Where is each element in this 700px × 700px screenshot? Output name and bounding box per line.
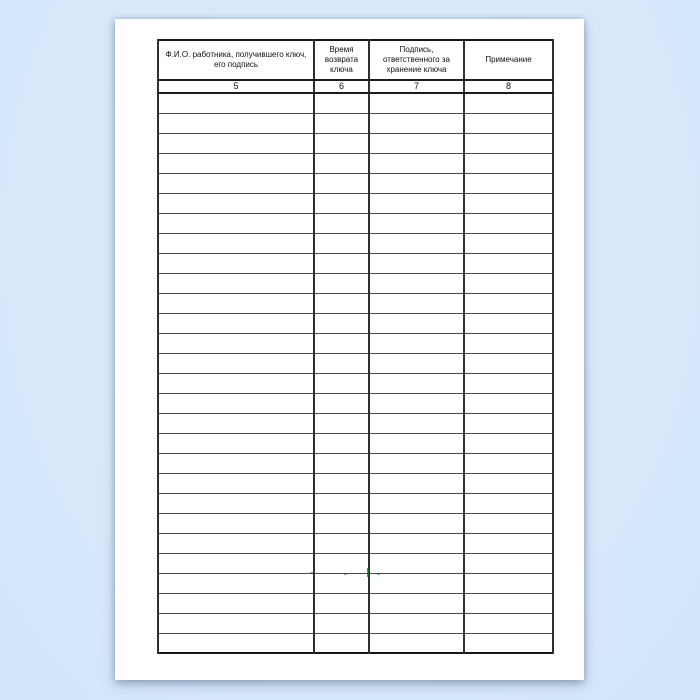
empty-cell [369, 113, 464, 133]
empty-cell [464, 433, 553, 453]
empty-cell [158, 333, 314, 353]
watermark-speck [367, 568, 369, 577]
empty-cell [369, 93, 464, 113]
empty-cell [369, 333, 464, 353]
empty-cell [464, 613, 553, 633]
empty-cell [369, 613, 464, 633]
empty-cell [158, 253, 314, 273]
empty-row [158, 233, 553, 253]
empty-row [158, 113, 553, 133]
empty-cell [158, 213, 314, 233]
empty-row [158, 313, 553, 333]
empty-row [158, 473, 553, 493]
empty-cell [464, 193, 553, 213]
empty-cell [158, 473, 314, 493]
empty-cell [369, 373, 464, 393]
column-header-1: Ф.И.О. работника, получившего ключ, его подпись [158, 40, 314, 80]
empty-cell [314, 373, 369, 393]
empty-cell [369, 393, 464, 413]
empty-cell [158, 413, 314, 433]
empty-cell [464, 553, 553, 573]
empty-row [158, 333, 553, 353]
empty-cell [369, 133, 464, 153]
empty-row [158, 93, 553, 113]
empty-cell [314, 233, 369, 253]
empty-cell [464, 533, 553, 553]
empty-cell [464, 113, 553, 133]
empty-cell [314, 113, 369, 133]
empty-cell [369, 273, 464, 293]
empty-cell [369, 433, 464, 453]
empty-cell [369, 213, 464, 233]
empty-cell [464, 93, 553, 113]
empty-cell [158, 593, 314, 613]
empty-cell [158, 233, 314, 253]
column-header-3: Подпись, ответственного за хранение ключа [369, 40, 464, 80]
empty-cell [464, 173, 553, 193]
table-header-row [158, 40, 553, 80]
empty-cell [158, 353, 314, 373]
empty-cell [158, 373, 314, 393]
empty-cell [158, 573, 314, 593]
empty-cell [369, 493, 464, 513]
empty-cell [314, 213, 369, 233]
empty-cell [464, 633, 553, 653]
empty-row [158, 553, 553, 573]
column-number-4: 8 [464, 80, 553, 93]
empty-cell [464, 393, 553, 413]
empty-cell [314, 473, 369, 493]
column-header-4: Примечание [464, 40, 553, 80]
empty-row [158, 633, 553, 653]
empty-row [158, 153, 553, 173]
empty-cell [158, 153, 314, 173]
empty-cell [158, 613, 314, 633]
column-number-row [158, 80, 553, 93]
empty-row [158, 613, 553, 633]
empty-cell [158, 173, 314, 193]
empty-cell [369, 173, 464, 193]
empty-cell [158, 493, 314, 513]
empty-cell [464, 293, 553, 313]
empty-cell [158, 193, 314, 213]
empty-row [158, 393, 553, 413]
empty-cell [464, 593, 553, 613]
document-page [115, 19, 584, 680]
empty-cell [314, 93, 369, 113]
empty-cell [464, 453, 553, 473]
column-number-2: 6 [314, 80, 369, 93]
empty-cell [464, 353, 553, 373]
empty-row [158, 273, 553, 293]
empty-cell [158, 293, 314, 313]
empty-row [158, 353, 553, 373]
empty-row [158, 593, 553, 613]
watermark-speck [377, 573, 380, 575]
empty-cell [464, 133, 553, 153]
empty-cell [314, 153, 369, 173]
empty-cell [464, 273, 553, 293]
empty-row [158, 253, 553, 273]
empty-cell [314, 193, 369, 213]
empty-row [158, 213, 553, 233]
empty-cell [314, 593, 369, 613]
empty-cell [369, 453, 464, 473]
empty-row [158, 433, 553, 453]
empty-cell [314, 613, 369, 633]
empty-cell [369, 353, 464, 373]
empty-cell [314, 413, 369, 433]
empty-cell [464, 233, 553, 253]
column-number-3: 7 [369, 80, 464, 93]
empty-cell [158, 453, 314, 473]
empty-cell [369, 413, 464, 433]
empty-cell [314, 353, 369, 373]
empty-cell [369, 593, 464, 613]
empty-cell [314, 173, 369, 193]
empty-cell [369, 313, 464, 333]
column-header-2: Время возврата ключа [314, 40, 369, 80]
empty-cell [314, 313, 369, 333]
empty-cell [314, 133, 369, 153]
empty-row [158, 493, 553, 513]
empty-cell [369, 233, 464, 253]
empty-cell [158, 273, 314, 293]
empty-cell [369, 253, 464, 273]
empty-cell [158, 313, 314, 333]
empty-row [158, 533, 553, 553]
empty-cell [369, 553, 464, 573]
empty-cell [314, 433, 369, 453]
empty-cell [314, 293, 369, 313]
empty-cell [464, 333, 553, 353]
watermark-speck [310, 572, 313, 574]
empty-cell [369, 473, 464, 493]
empty-row [158, 573, 553, 593]
empty-cell [158, 93, 314, 113]
empty-cell [464, 253, 553, 273]
empty-cell [369, 193, 464, 213]
empty-cell [464, 513, 553, 533]
empty-row [158, 373, 553, 393]
empty-cell [464, 213, 553, 233]
empty-cell [464, 493, 553, 513]
empty-cell [464, 373, 553, 393]
empty-cell [158, 113, 314, 133]
empty-cell [314, 553, 369, 573]
key-issue-log-table [157, 39, 554, 654]
empty-cell [369, 513, 464, 533]
empty-cell [464, 473, 553, 493]
empty-cell [314, 533, 369, 553]
empty-cell [314, 493, 369, 513]
empty-cell [314, 393, 369, 413]
empty-cell [464, 413, 553, 433]
empty-cell [158, 533, 314, 553]
empty-cell [464, 573, 553, 593]
empty-cell [464, 153, 553, 173]
empty-cell [369, 533, 464, 553]
watermark-speck [344, 573, 347, 575]
empty-row [158, 133, 553, 153]
empty-cell [158, 393, 314, 413]
empty-cell [314, 573, 369, 593]
empty-row [158, 453, 553, 473]
empty-cell [369, 293, 464, 313]
empty-cell [314, 513, 369, 533]
empty-cell [314, 253, 369, 273]
empty-cell [464, 313, 553, 333]
empty-cell [314, 633, 369, 653]
empty-cell [158, 433, 314, 453]
empty-cell [369, 573, 464, 593]
empty-cell [158, 513, 314, 533]
empty-cell [369, 633, 464, 653]
empty-row [158, 173, 553, 193]
empty-row [158, 413, 553, 433]
empty-cell [314, 273, 369, 293]
empty-row [158, 293, 553, 313]
empty-cell [369, 153, 464, 173]
empty-cell [158, 553, 314, 573]
empty-row [158, 513, 553, 533]
column-number-1: 5 [158, 80, 314, 93]
empty-cell [314, 333, 369, 353]
empty-cell [158, 133, 314, 153]
empty-cell [314, 453, 369, 473]
empty-row [158, 193, 553, 213]
empty-cell [158, 633, 314, 653]
